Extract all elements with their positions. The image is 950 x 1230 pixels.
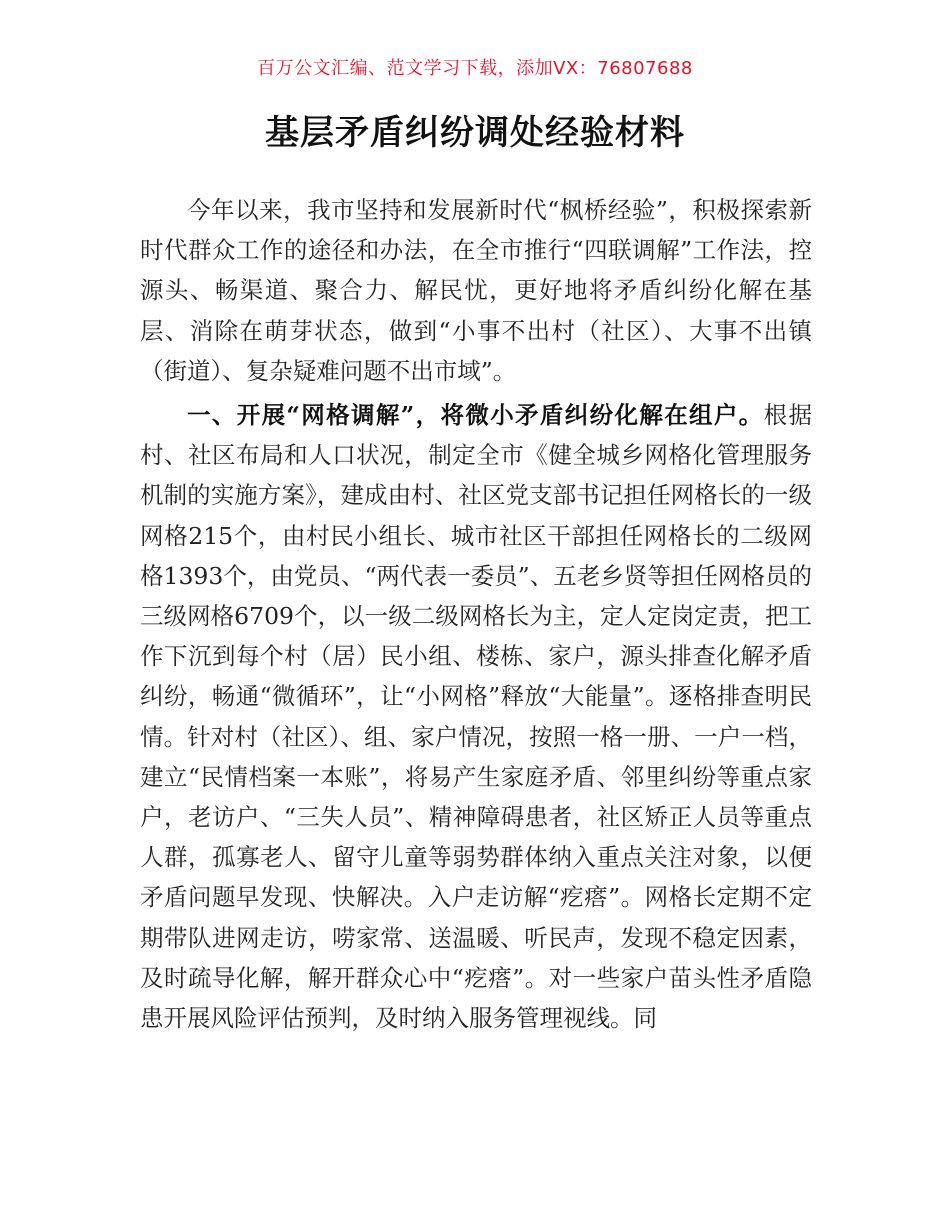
paragraph-text: 根据村、社区布局和人口状况，制定全市《健全城乡网格化管理服务机制的实施方案》，建成由村、社区党支部书记担任网格长的一级网格215个，由村民小组长、城市社区干部担任网格长的二级网格1393个，由党员、“两代表一委员”、五老乡贤等担任网格员的三级网格6709个，以一级二级网格长为主，定人定岗定责，把工作下沉到每个村（居）民小组、楼栋、家户，源头排查化解矛盾纠纷，畅通“微循环”，让“小网格”释放“大能量”。逐格排查明民情。针对村（社区）、组、家户情况，按照一格一册、一户一档，建立“民情档案一本账”，将易产生家庭矛盾、邻里纠纷等重点家户，老访户、“三失人员”、精神障碍患者，社区矫正人员等重点人群，孤寡老人、留守儿童等弱势群体纳入重点关注对象，以便矛盾问题早发现、快解决。入户走访解“疙瘩”。网格长定期不定期带队进网走访，唠家常、送温暖、听民声，发现不稳定因素，及时疏导化解，解开群众心中“疙瘩”。对一些家户苗头性矛盾隐患开展风险评估预判，及时纳入服务管理视线。同 [140,401,812,1033]
document-body [140,190,812,1038]
watermark-header: 百万公文汇编、范文学习下载，添加VX：76807688 [257,58,693,79]
section-heading: 一、开展“网格调解”，将微小矛盾纠纷化解在组户。 [187,401,764,430]
page-title: 基层矛盾纠纷调处经验材料 [265,113,685,153]
paragraph-intro [140,190,812,391]
paragraph-text: 今年以来，我市坚持和发展新时代“枫桥经验”，积极探索新时代群众工作的途径和办法，在全市推行“四联调解”工作法，控源头、畅渠道、聚合力、解民忧，更好地将矛盾纠纷化解在基层、消除在萌芽状态，做到“小事不出村（社区）、大事不出镇（街道）、复杂疑难问题不出市域”。 [140,196,812,385]
paragraph-section-1 [140,395,812,1038]
